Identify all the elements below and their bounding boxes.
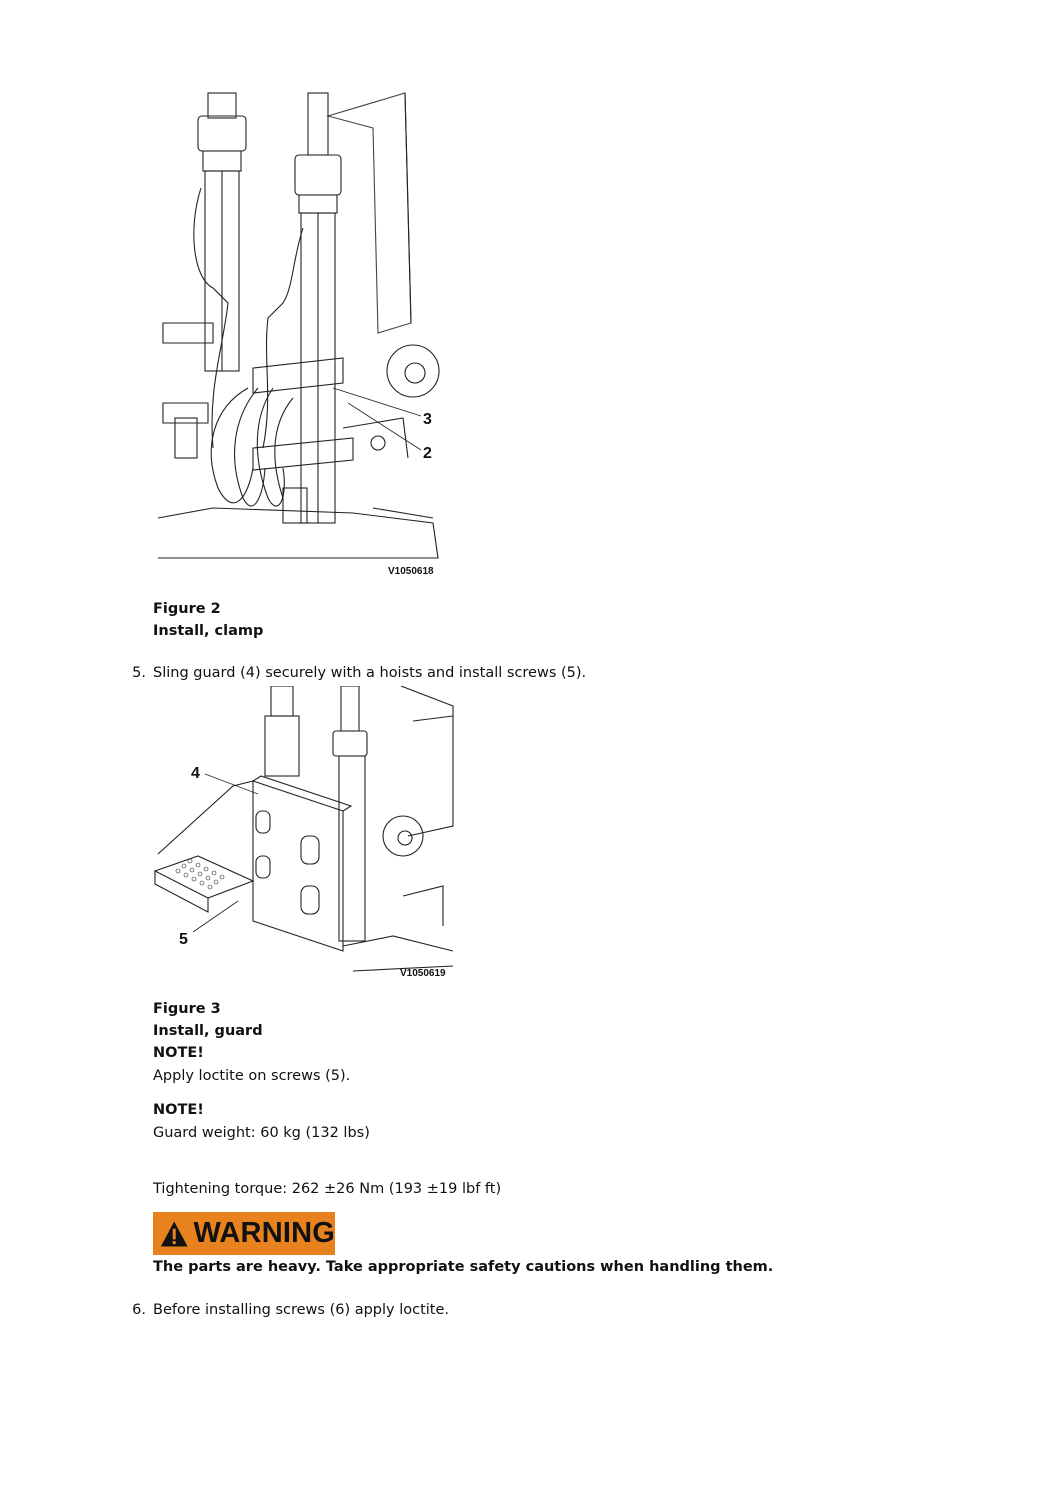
figure-3-caption-number: Figure 3 <box>153 1001 221 1017</box>
step-6-number: 6. <box>132 1302 146 1318</box>
figure-3-image <box>153 686 455 982</box>
warning-triangle-icon <box>160 1219 188 1249</box>
warning-banner <box>153 1212 335 1255</box>
figure-2-caption-title: Install, clamp <box>153 623 264 639</box>
step-5-text: Sling guard (4) securely with a hoists and install screws (5). <box>153 665 587 681</box>
figure-3-callout-4: 4 <box>191 765 200 782</box>
figure-2-caption-number: Figure 2 <box>153 601 221 617</box>
note-1-label: NOTE! <box>153 1045 204 1061</box>
warning-word: WARNING <box>193 1217 335 1249</box>
figure-3-caption-title: Install, guard <box>153 1023 263 1039</box>
note-1-text: Apply loctite on screws (5). <box>153 1068 351 1084</box>
figure-3-image-id: V1050619 <box>400 968 446 979</box>
figure-3-callout-5: 5 <box>179 931 188 948</box>
figure-2-callout-2: 2 <box>423 445 432 462</box>
step-6-text: Before installing screws (6) apply loctite. <box>153 1302 450 1318</box>
figure-2-image-id: V1050618 <box>388 566 434 577</box>
figure-2-image <box>153 88 443 578</box>
note-2-label: NOTE! <box>153 1102 204 1118</box>
figure-2-callout-3: 3 <box>423 411 432 428</box>
tightening-torque-text: Tightening torque: 262 ±26 Nm (193 ±19 lbf ft) <box>153 1181 502 1197</box>
warning-message: The parts are heavy. Take appropriate safety cautions when handling them. <box>153 1259 774 1275</box>
step-5-number: 5. <box>132 665 146 681</box>
note-2-text: Guard weight: 60 kg (132 lbs) <box>153 1125 370 1141</box>
